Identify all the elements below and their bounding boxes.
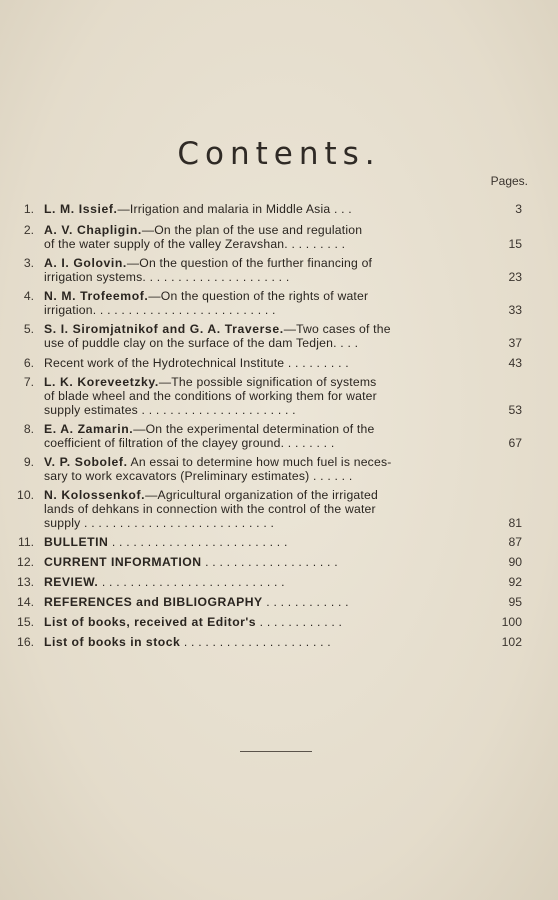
entry-number: 1.: [23, 202, 34, 216]
entry-number: 12.: [17, 555, 34, 569]
entry-line-text: irrigation systems. . . . . . . . . . . . . . . . . . . . .: [44, 270, 290, 284]
entry-number: 11.: [17, 535, 34, 549]
entry-number: 3.: [23, 256, 34, 270]
entry-line: [44, 289, 484, 303]
toc-entry: [14, 422, 522, 450]
entry-page-number: 37: [508, 336, 522, 350]
entry-line: [44, 615, 484, 629]
entry-line: [44, 575, 484, 589]
entry-line: [44, 488, 484, 502]
entry-page-number: 43: [508, 356, 522, 370]
entry-text: [44, 375, 522, 417]
entry-line-text: coefficient of filtration of the clayey ground. . . . . . . .: [44, 436, 335, 450]
entry-page-number: 67: [508, 436, 522, 450]
entry-number: 5.: [23, 322, 34, 336]
entry-line-text: supply . . . . . . . . . . . . . . . . . . . . . . . . . . .: [44, 516, 275, 530]
entry-line-text: An essai to determine how much fuel is neces-: [127, 455, 392, 469]
entry-page-number: 53: [508, 403, 522, 417]
toc-entry: [14, 202, 522, 216]
toc-entry: [14, 256, 522, 284]
toc-entry: [14, 488, 522, 530]
entry-page-number: 102: [501, 635, 522, 649]
entry-line: [44, 436, 484, 450]
entry-page-number: 33: [508, 303, 522, 317]
entry-number: 13.: [17, 575, 34, 589]
toc-entry: [14, 322, 522, 350]
entry-line-text: . . . . . . . . . . . . . . . . . . . . .: [180, 635, 331, 649]
entry-line: [44, 303, 484, 317]
entry-text: [44, 223, 522, 251]
entry-number: 15.: [17, 615, 34, 629]
entry-line: [44, 469, 484, 483]
entry-line-text: of blade wheel and the conditions of working them for water: [44, 389, 377, 403]
entry-text: [44, 202, 522, 216]
entry-author: L. K. Koreveetzky.: [44, 375, 159, 389]
toc-entry: [14, 635, 522, 649]
entry-text: [44, 488, 522, 530]
toc-entry: [14, 575, 522, 589]
entry-page-number: 15: [508, 237, 522, 251]
toc-entry: [14, 223, 522, 251]
entry-number: 6.: [23, 356, 34, 370]
entry-line: [44, 403, 484, 417]
entry-line: [44, 256, 484, 270]
entry-line: [44, 223, 484, 237]
entry-line: [44, 516, 484, 530]
entry-line-text: . . . . . . . . . . . . . . . . . . . . . . . . .: [108, 535, 288, 549]
entry-text: [44, 635, 522, 649]
entry-author: A. I. Golovin.: [44, 256, 127, 270]
entry-line: [44, 375, 484, 389]
entry-line-text: —On the plan of the use and regulation: [141, 223, 363, 237]
entry-line: [44, 455, 484, 469]
entry-line-text: Recent work of the Hydrotechnical Institute . . . . . . . . .: [44, 356, 349, 370]
entry-text: [44, 615, 522, 629]
entry-section-title: List of books, received at Editor's: [44, 615, 257, 629]
entry-section-title: CURRENT INFORMATION: [44, 555, 202, 569]
entry-page-number: 92: [508, 575, 522, 589]
toc-entry: [14, 455, 522, 483]
entry-line: [44, 322, 484, 336]
entry-line: [44, 635, 484, 649]
entry-line: [44, 356, 484, 370]
horizontal-rule: [240, 751, 312, 752]
entry-number: 8.: [23, 422, 34, 436]
entry-page-number: 87: [508, 535, 522, 549]
entry-text: [44, 256, 522, 284]
pages-column-label: Pages.: [490, 174, 528, 188]
entry-line-text: supply estimates . . . . . . . . . . . . . . . . . . . . . .: [44, 403, 296, 417]
entry-line: [44, 202, 484, 216]
entry-line-text: —The possible signification of systems: [158, 375, 377, 389]
entry-line-text: . . . . . . . . . . . .: [262, 595, 349, 609]
entry-line-text: —Agricultural organization of the irrigated: [145, 488, 378, 502]
entry-page-number: 81: [508, 516, 522, 530]
entry-line: [44, 595, 484, 609]
entry-number: 2.: [23, 223, 34, 237]
entry-author: V. P. Sobolef.: [44, 455, 128, 469]
entry-number: 10.: [17, 488, 34, 502]
entry-section-title: List of books in stock: [44, 635, 181, 649]
entry-line: [44, 422, 484, 436]
entry-line: [44, 389, 484, 403]
entry-number: 16.: [17, 635, 34, 649]
entry-number: 4.: [23, 289, 34, 303]
entry-number: 14.: [17, 595, 34, 609]
entry-line: [44, 336, 484, 350]
entry-line-text: lands of dehkans in connection with the control of the water: [44, 502, 376, 516]
toc-entry: [14, 595, 522, 609]
entry-number: 9.: [23, 455, 34, 469]
entry-author: E. A. Zamarin.: [44, 422, 134, 436]
entry-line-text: . . . . . . . . . . . . . . . . . . . . . . . . . .: [98, 575, 285, 589]
entry-page-number: 95: [508, 595, 522, 609]
entry-line-text: sary to work excavators (Preliminary estimates) . . . . . .: [44, 469, 353, 483]
entry-line: [44, 237, 484, 251]
entry-author: A. V. Chapligin.: [44, 223, 142, 237]
entry-page-number: 100: [501, 615, 522, 629]
entry-line-text: use of puddle clay on the surface of the dam Tedjen. . . .: [44, 336, 359, 350]
entry-section-title: BULLETIN: [44, 535, 109, 549]
toc-entry: [14, 535, 522, 549]
entry-text: [44, 535, 522, 549]
entry-text: [44, 575, 522, 589]
entry-author: S. I. Siromjatnikof and G. A. Traverse.: [44, 322, 284, 336]
entry-number: 7.: [23, 375, 34, 389]
entry-line-text: of the water supply of the valley Zeravshan. . . . . . . . .: [44, 237, 346, 251]
entry-text: [44, 555, 522, 569]
entry-author: N. Kolossenkof.: [44, 488, 146, 502]
entry-text: [44, 595, 522, 609]
entry-text: [44, 422, 522, 450]
toc-entry: [14, 375, 522, 417]
page-title: Contents.: [177, 136, 381, 172]
entry-line-text: . . . . . . . . . . . . . . . . . . .: [201, 555, 338, 569]
entry-line: [44, 502, 484, 516]
entry-line-text: —Irrigation and malaria in Middle Asia . . .: [117, 202, 352, 216]
toc-entry: [14, 356, 522, 370]
entry-line: [44, 555, 484, 569]
entry-page-number: 23: [508, 270, 522, 284]
entry-line-text: —Two cases of the: [283, 322, 391, 336]
entry-author: N. M. Trofeemof.: [44, 289, 149, 303]
entry-text: [44, 289, 522, 317]
entry-section-title: REVIEW.: [44, 575, 99, 589]
entry-page-number: 90: [508, 555, 522, 569]
entry-line: [44, 535, 484, 549]
entry-line-text: —On the question of the rights of water: [148, 289, 369, 303]
entry-section-title: REFERENCES and BIBLIOGRAPHY: [44, 595, 263, 609]
entry-line-text: —On the experimental determination of the: [133, 422, 375, 436]
entry-line-text: . . . . . . . . . . . .: [256, 615, 343, 629]
entry-line-text: irrigation. . . . . . . . . . . . . . . . . . . . . . . . . .: [44, 303, 276, 317]
entry-text: [44, 455, 522, 483]
toc-entry: [14, 615, 522, 629]
toc-entry: [14, 289, 522, 317]
toc-entry: [14, 555, 522, 569]
entry-text: [44, 356, 522, 370]
entry-author: L. M. Issief.: [44, 202, 118, 216]
entry-line-text: —On the question of the further financing of: [126, 256, 373, 270]
table-of-contents: [14, 202, 522, 649]
entry-text: [44, 322, 522, 350]
entry-page-number: 3: [515, 202, 522, 216]
entry-line: [44, 270, 484, 284]
